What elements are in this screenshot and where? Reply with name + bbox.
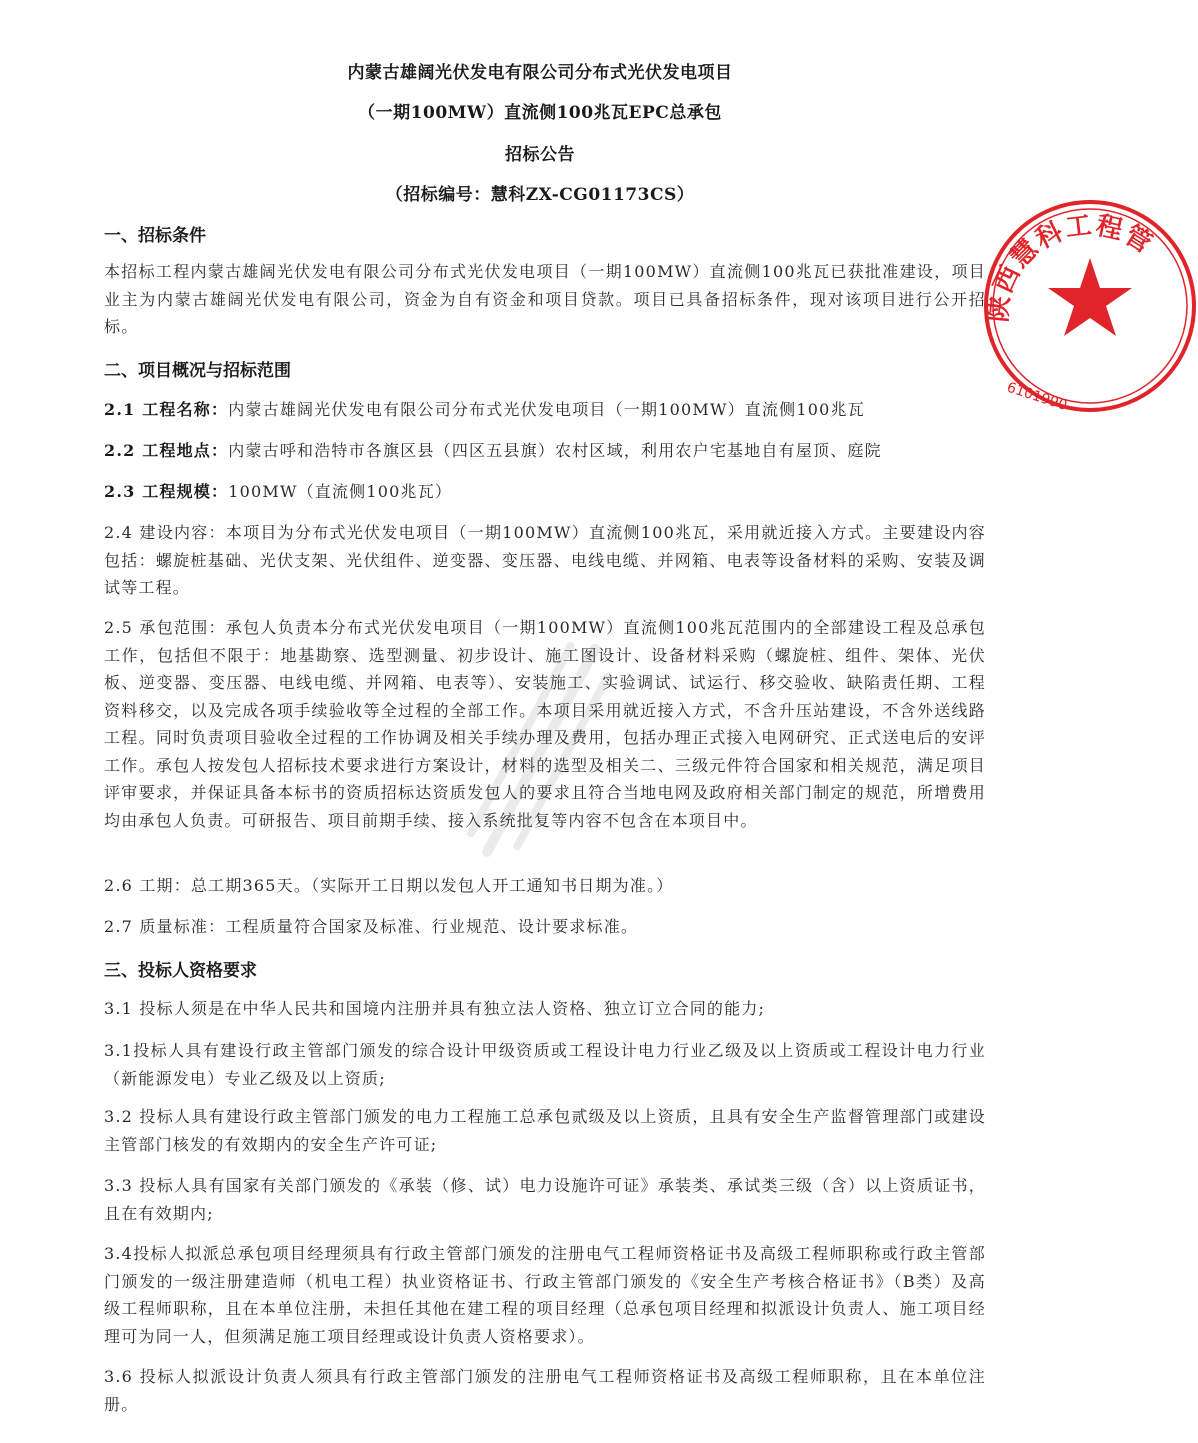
seal-text: 陕西慧科工程管 <box>983 210 1159 324</box>
official-seal-icon <box>978 196 1198 416</box>
tender-number: （招标编号：慧科ZX-CG01173CS） <box>385 185 695 205</box>
item-3-3: 3.3 投标人具有国家有关部门颁发的《承装（修、试）电力设施许可证》承装类、承试类三级（含）以上资质证书，且在有效期内; <box>104 1176 986 1223</box>
item-3-2: 3.2 投标人具有建设行政主管部门颁发的电力工程施工总承包贰级及以上资质，且具有安全生产监督管理部门或建设主管部门核发的有效期内的安全生产许可证; <box>104 1107 986 1154</box>
item-2-1 <box>104 396 986 424</box>
item-3-1: 3.1 投标人须是在中华人民共和国境内注册并具有独立法人资格、独立订立合同的能力; <box>104 999 766 1018</box>
item-2-3-label: 2.3 工程规模： <box>104 482 229 501</box>
item-2-2-text: 内蒙古呼和浩特市各旗区县（四区五县旗）农村区域，利用农户宅基地自有屋顶、庭院 <box>228 441 882 460</box>
item-2-6: 2.6 工期：总工期365天。（实际开工日期以发包人开工通知书日期为准。） <box>104 876 674 895</box>
item-3-6: 3.6 投标人拟派设计负责人须具有行政主管部门颁发的注册电气工程师资格证书及高级工程师职称，且在本单位注册。 <box>104 1367 986 1414</box>
item-3-4: 3.4投标人拟派总承包项目经理须具有行政主管部门颁发的注册电气工程师资格证书及高级工程师职称或行政主管部门颁发的一级注册建造师（机电工程）执业资格证书、行政主管部门颁发的《安全生产考核合格证书》（B类）及高级工程师职称，且在本单位注册，未担任其他在建工程的项目经理（总承包项目经理和拟派设计负责人、施工项目经理可为同一人，但须满足施工项目经理或设计负责人资格要求）。 <box>104 1244 986 1346</box>
seal-number: 6101990 <box>1004 379 1070 415</box>
item-2-3 <box>104 478 986 506</box>
item-2-1-text: 内蒙古雄阔光伏发电有限公司分布式光伏发电项目（一期100MW）直流侧100兆瓦 <box>228 400 865 419</box>
item-2-1-label: 2.1 工程名称： <box>104 400 229 419</box>
item-2-2 <box>104 437 986 465</box>
item-2-5: 2.5 承包范围：承包人负责本分布式光伏发电项目（一期100MW）直流侧100兆瓦范围内的全部建设工程及总承包工作，包括但不限于：地基勘察、选型测量、初步设计、施工图设计、设备材料采购（螺旋桩、组件、架体、光伏板、逆变器、变压器、电线电缆、并网箱、电表等）、安装施工、实验调试、试运行、移交验收、缺陷责任期、工程资料移交，以及完成各项手续验收等全过程的全部工作。本项目采用就近接入方式，不含升压站建设，不含外送线路工程。同时负责项目验收全过程的工作协调及相关手续办理及费用，包括办理正式接入电网研究、正式送电后的安评工作。承包人按发包人招标技术要求进行方案设计，材料的选型及相关二、三级元件符合国家和相关规范，满足项目评审要求，并保证具备本标书的资质招标达资质发包人的要求且符合当地电网及政府相关部门制定的规范，所增费用均由承包人负责。可研报告、项目前期手续、接入系统批复等内容不包含在本项目中。 <box>104 618 986 830</box>
document-title-line2: （一期100MW）直流侧100兆瓦EPC总承包 <box>358 103 722 123</box>
item-2-7: 2.7 质量标准：工程质量符合国家及标准、行业规范、设计要求标准。 <box>104 917 639 936</box>
section3-heading: 三、投标人资格要求 <box>104 961 257 981</box>
item-2-2-label: 2.2 工程地点： <box>104 441 229 460</box>
item-3-1b: 3.1投标人具有建设行政主管部门颁发的综合设计甲级资质或工程设计电力行业乙级及以上资质或工程设计电力行业（新能源发电）专业乙级及以上资质; <box>104 1041 986 1088</box>
section1-body: 本招标工程内蒙古雄阔光伏发电有限公司分布式光伏发电项目（一期100MW）直流侧100兆瓦已获批准建设，项目业主为内蒙古雄阔光伏发电有限公司，资金为自有资金和项目贷款。项目已具备招标条件，现对该项目进行公开招标。 <box>104 262 986 336</box>
document-title-line3: 招标公告 <box>505 145 575 165</box>
svg-text:陕西慧科工程管 <box>982 210 1158 324</box>
item-2-4: 2.4 建设内容：本项目为分布式光伏发电项目（一期100MW）直流侧100兆瓦，采用就近接入方式。主要建设内容包括：螺旋桩基础、光伏支架、光伏组件、逆变器、变压器、电线电缆、并网箱、电表等设备材料的采购、安装及调试等工程。 <box>104 523 986 597</box>
document-title-line1: 内蒙古雄阔光伏发电有限公司分布式光伏发电项目 <box>347 63 733 83</box>
section2-heading: 二、项目概况与招标范围 <box>104 361 291 381</box>
item-2-3-text: 100MW（直流侧100兆瓦） <box>228 482 453 501</box>
section1-heading: 一、招标条件 <box>104 226 206 246</box>
